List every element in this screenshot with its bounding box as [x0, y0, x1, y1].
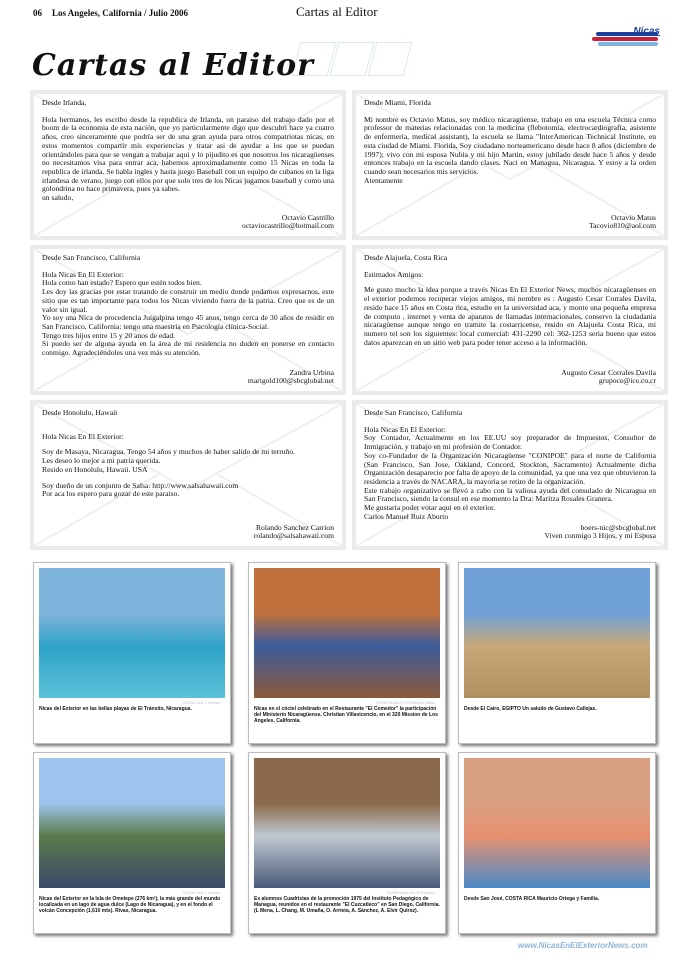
logo-text: Nicas — [633, 26, 660, 37]
letter-paragraph: Hola Nicas En El Exterior: — [42, 431, 124, 441]
author-name: Rolando Sanchez Carrion — [255, 522, 334, 532]
letter-body — [34, 94, 342, 236]
letter-paragraph: Soy de Masaya, Nicaragua. Tengo 54 años y muchos de haber salido de mi terruño. — [42, 447, 296, 457]
author-email[interactable]: Viven conmigo 3 Hijos, y mi Esposa — [544, 531, 656, 541]
footer-url[interactable]: www.NicasEnElExteriorNews.com — [518, 941, 648, 950]
photo-card — [248, 562, 446, 744]
author-email[interactable]: rolando@salsahawaii.com — [253, 531, 334, 541]
letter-paragraph: Soy Contador, Actualmente en los EE.UU soy preparador de Impuestos, Consultor de Inmigración, y trabajo en mi profesión de Contador. — [364, 433, 656, 452]
letter-paragraph: Hola Nicas En El Exterior: — [42, 269, 124, 279]
letter-paragraph: Este trabajo organizativo se llevó a cabo con la valiosa ayuda del consulado de Nicaragua en San Francisco, siendo la consul en ese momento la Dra: Maritza Rosales Granera. — [364, 485, 656, 504]
letter-signature — [561, 369, 656, 386]
letter-card — [30, 90, 346, 240]
letter-paragraph: Tengo tres hijos entre 15 y 20 anos de edad. — [42, 330, 176, 340]
letter-card — [352, 90, 668, 240]
letter-signature — [254, 524, 334, 541]
letter-body — [34, 404, 342, 546]
letter-origin: Desde San Francisco, California — [42, 253, 141, 262]
letter-paragraph: Hola hermanos, les escribo desde la republica de Irlanda, un paraiso del trabajo dado por el boom de la economia de esta nación, que yo particularmente digo que descubri hace ya cuatro años, creo sinceramente que podría ser de una gran ayuda para otros compatriotas nicas, en estos momentos compartir mis experiencias y tratar asi de ayudar a los que se puedan orientándoles para que se vengan a trabajar aqui y lo pijudito es que nosotros los nicaragüenses no necesitamos visa para entrar aca, habemos aproximadamente como 15 Nicas en toda la republica de irlanda. Se habla ingles y hasta juego Baseball con un equipo de cubanos en la liga irlandesa de verano, juego con ellos por que solo tres de los Nicas jugamos baseball y como una golondrina no hace primavera, pues ya sabes. — [42, 114, 334, 194]
letter-origin: Desde San Francisco, California — [364, 408, 463, 417]
letter-card — [30, 245, 346, 395]
photo-caption: Desde El Cairo, EGIPTO Un saludo de Gustavo Callejas. — [464, 706, 597, 712]
photo-card — [33, 562, 231, 744]
letter-paragraph: Atentamente — [364, 175, 403, 185]
letter-paragraph: Les doy las gracias por estar tratando de construir un medio donde podamos expresarnos, este sitio que es tan importante para todos los Nicas viviendo fuera de la patria. Creo que es de un valor sin igual. — [42, 287, 334, 314]
letter-paragraph: Hola Nicas En El Exterior: — [364, 424, 446, 434]
photo-card — [33, 752, 231, 934]
envelope-icon — [367, 42, 412, 76]
photo-credit: ©2006 Ciro J. Nuñez — [182, 890, 220, 895]
nicas-logo — [590, 26, 662, 48]
letter-paragraph: Soy dueño de un conjunto de Salsa: http://www.salsahawaii.com — [42, 480, 239, 490]
photo-caption: Ex alumnos Cuadristas de la promoción 1975 del Instituto Pedagógico de Managua, reunidos en el restaurante "El Cuzcatleco" en San Diego, California. (L Mena, L. Chang, M. Umaña, O. Arrieta, A. Sánchez, A. Elvir Quiroz). — [254, 896, 440, 914]
photo-credit: ©2006 Ciro J. Nuñez — [182, 700, 220, 705]
photo-card — [458, 562, 656, 744]
author-name: Octavio Matus — [611, 212, 656, 222]
photo-image[interactable] — [464, 568, 650, 698]
dateline — [33, 8, 188, 18]
letter-signature — [242, 214, 334, 231]
photo-caption: Nicas en el cóctel celebrado en el Restaurante "El Comedor" la participación del Ministerio Nicaragüense, Christian Villavicencio, en el 320 Mission de Los Angeles, California. — [254, 706, 438, 724]
photo-credit: ©2006 Nicas En El Exterior News — [375, 700, 435, 705]
letter-paragraph: un saludo, — [42, 193, 74, 203]
author-email[interactable]: Tacovio810@aol.com — [589, 221, 656, 231]
page-number: 06 — [33, 8, 42, 18]
author-email[interactable]: octaviocastrillo@hotmail.com — [242, 221, 334, 231]
photo-caption: Nicas del Exterior en las bellas playas de El Tránsito, Nicaragua. — [39, 706, 192, 712]
letter-signature — [544, 524, 656, 541]
photo-image[interactable] — [39, 758, 225, 888]
photo-credit: ©2006 Nicas En El Exterior — [386, 890, 435, 895]
photo-image[interactable] — [254, 568, 440, 698]
letter-paragraph: Me gustaria poder votar aqui en el exterior. — [364, 503, 496, 513]
letter-paragraph: Resido en Honolulu, Hawaii. USA — [42, 464, 148, 474]
photo-image[interactable] — [254, 758, 440, 888]
photo-card — [248, 752, 446, 934]
letter-paragraph: Me gusto mucho la idea porque a través Nicas En El Exterior News, muchos nicaragüenses en el exterior podemos recuperar viejos amigos, mi nombre es : Augusto Cesar Corrales Davila, resido hace 15 años en Costa rica, estudie en la universidad aca, y monte una pequeña empresa de computo , internet y venta de aparatos de llamadas internacionales, conservo la ciudadania nicaragüense aunque tengo en tramite la costarricense, resido en Alajuela Costa Rica, mi numero tel son los siguientes: local comercial: 431-2290 cel: 362-1253 seria bueno que estos datos aparezcan en un sitio web para poder tener acceso a la información. — [364, 285, 656, 347]
photo-caption: Nicas del Exterior en la Isla de Ometepe (276 km²), la más grande del mundo localizada en un lago de agua dulce (Lago de Nicaragua), y en el fondo el volcán Concepción (1,610 mts). Rivas, Nicaragua. — [39, 896, 221, 914]
letter-paragraph: Si puedo ser de alguna ayuda en la área de mi residencia no duden en ponerse en contacto conmigo. Agradeciéndoles una vez más su atención. — [42, 339, 334, 358]
letter-paragraph: Hola como han estado? Espero que estén todos bien. — [42, 278, 202, 288]
letter-paragraph: Yo soy una Nica de procedencia Juigalpina tengo 45 anos, tengo cerca de 30 años de residir en San Francisco, California: tengo una maestría en Psicología clínica-Social. — [42, 313, 334, 331]
letter-origin: Desde Irlanda, — [42, 98, 87, 107]
letter-paragraph: Mi nombre es Octavio Matus, soy médico nicaragüense, trabajo en una escuela Técnica como professor de materias relacionadas con la medicina (flebotomía, electrocardiografía, asistente de enfermería, medical assistant), la escuela se llama "InterAmerican Technical Institute, en esta ciudad de Miami. Florida, Soy ciudadano norteamericano desde hace 8 años (diciembre de 1997); vivo con mi esposa Nubia y mi hijo Martin, estoy jubilado desde hace 5 años y desde entonces trabajo en la escuela dando clases. Naci en Managua, Nicaragua. Y estoy a la orden cuando sean necesarios mis servicios. — [364, 114, 656, 176]
author-name: boers-nic@sbcglobal.net — [580, 522, 656, 532]
page-title: Cartas al Editor — [32, 48, 314, 83]
letter-paragraph: Carlos Manuel Ruiz Aburto — [364, 511, 449, 521]
author-name: Augusto Cesar Corrales Davila — [561, 367, 656, 377]
letter-paragraph: Estimados Amigos: — [364, 269, 424, 279]
letter-card — [352, 245, 668, 395]
letter-signature — [589, 214, 656, 231]
letter-signature — [248, 369, 334, 386]
letter-card — [30, 400, 346, 550]
photo-card — [458, 752, 656, 934]
author-name: Zandra Urbina — [289, 367, 334, 377]
letter-origin: Desde Honolulu, Hawaii — [42, 408, 118, 417]
letter-body — [356, 404, 664, 546]
letter-card — [352, 400, 668, 550]
letter-paragraph: Soy co-Fundador de la Organización Nicaragüense "CONIPOE" para el norte de California (San Francisco, San Jose, Oakland, Concord, Stockton, Sacramento) Actualmente dicha Organización desaparecio por falta de apoyo de la comunidad, ya que una vez que obtuvieron la residencia a través de NACARA, la mayoria se retiro de la organización. — [364, 450, 656, 486]
photo-caption: Desde San José, COSTA RICA Mauricio Ortega y Familia. — [464, 896, 600, 902]
letter-origin: Desde Alajuela, Costa Rica — [364, 253, 448, 262]
letter-paragraph: Les deseo lo mejor a mi patria querida. — [42, 456, 161, 466]
dateline-text: Los Angeles, California / Julio 2006 — [52, 8, 189, 18]
author-email[interactable]: grupoce@ice.co.cr — [598, 376, 656, 386]
photo-image[interactable] — [39, 568, 225, 698]
section-name: Cartas al Editor — [296, 4, 378, 19]
author-name: Octavio Castrillo — [281, 212, 334, 222]
letter-body — [356, 94, 664, 236]
photo-image[interactable] — [464, 758, 650, 888]
letter-body — [34, 249, 342, 391]
letter-paragraph: Por aca los espero para gozar de este paraiso. — [42, 489, 180, 499]
letter-body — [356, 249, 664, 391]
letter-origin: Desde Miami, Florida — [364, 98, 431, 107]
author-email[interactable]: marigold100@sbcglobal.net — [247, 376, 334, 386]
